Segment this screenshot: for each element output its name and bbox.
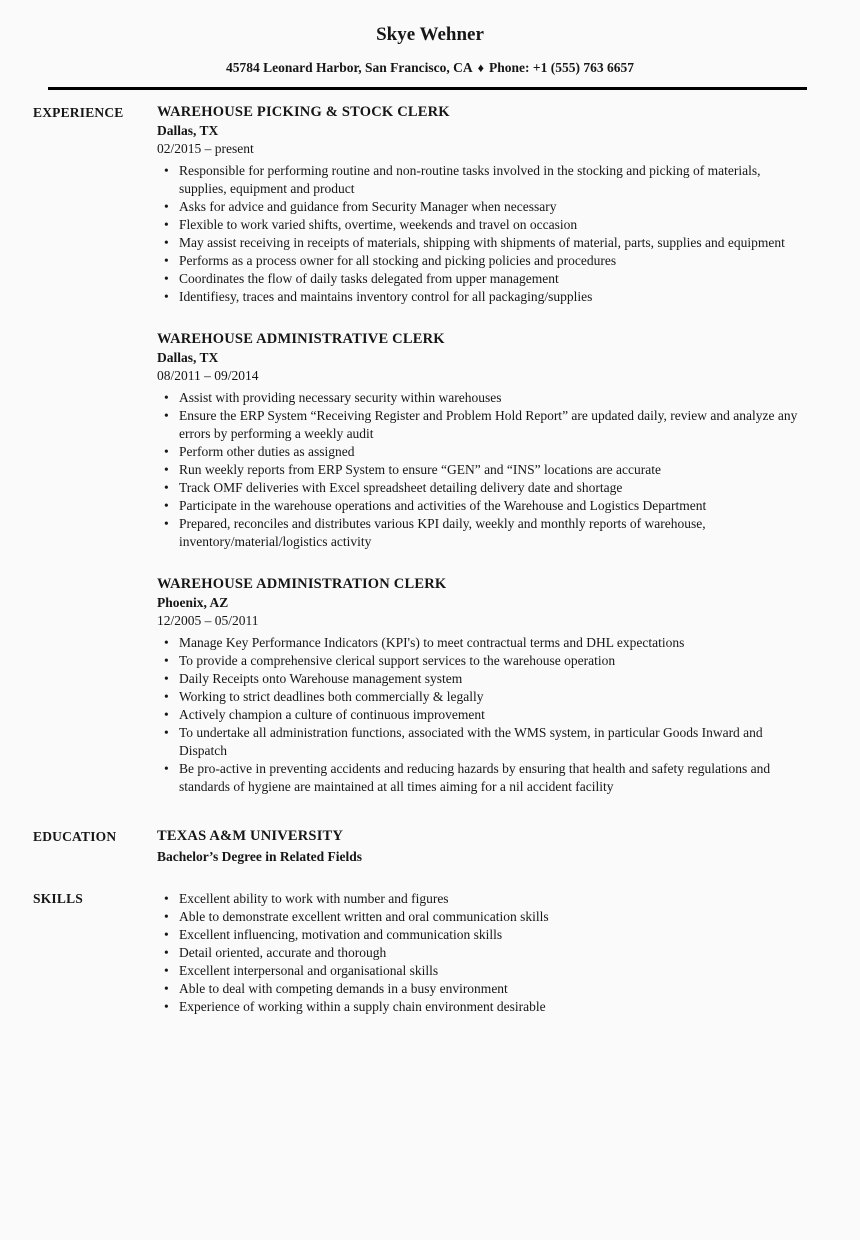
contact-line — [0, 59, 860, 77]
skills-section — [33, 890, 860, 1016]
job-bullet: • To provide a comprehensive clerical support services to the warehouse operation — [157, 652, 807, 670]
job-bullet: • Responsible for performing routine and non-routine tasks involved in the stocking and picking of materials, supplies, equipment and product — [157, 162, 807, 198]
job-bullet: • Ensure the ERP System “Receiving Register and Problem Hold Report” are updated daily, review and analyze any errors by performing a weekly audit — [157, 407, 807, 443]
job-bullet: • Actively champion a culture of continuous improvement — [157, 706, 807, 724]
experience-content — [157, 102, 807, 796]
section-label-skills: SKILLS — [33, 891, 83, 906]
skills-bullet-list — [157, 890, 807, 1016]
skill-bullet: • Able to deal with competing demands in a busy environment — [157, 980, 807, 998]
resume-header — [0, 0, 860, 90]
job-bullet: • Be pro-active in preventing accidents and reducing hazards by ensuring that health and safety regulations and standards of hygiene are maintained at all times aiming for a nil accident facility — [157, 760, 807, 796]
school-name: TEXAS A&M UNIVERSITY — [157, 828, 344, 844]
job-entry-2 — [157, 329, 807, 551]
job-location: Dallas, TX — [157, 350, 219, 365]
job-entry-3 — [157, 574, 807, 796]
job-bullet: • Track OMF deliveries with Excel spreadsheet detailing delivery date and shortage — [157, 479, 807, 497]
candidate-name: Skye Wehner — [376, 24, 484, 45]
education-content — [157, 826, 807, 866]
section-label-education: EDUCATION — [33, 829, 117, 844]
job-bullet: • Performs as a process owner for all stocking and picking policies and procedures — [157, 252, 807, 270]
job-bullet: • Identifiesy, traces and maintains inventory control for all packaging/supplies — [157, 288, 807, 306]
job-bullet: • Coordinates the flow of daily tasks delegated from upper management — [157, 270, 807, 288]
job-bullet: • Manage Key Performance Indicators (KPI's) to meet contractual terms and DHL expectations — [157, 634, 807, 652]
job-title: WAREHOUSE ADMINISTRATION CLERK — [157, 576, 447, 592]
resume-body — [0, 90, 860, 1016]
job-title: WAREHOUSE PICKING & STOCK CLERK — [157, 104, 450, 120]
job-bullet: • May assist receiving in receipts of materials, shipping with shipments of material, parts, supplies and equipment — [157, 234, 807, 252]
degree-name: Bachelor’s Degree in Related Fields — [157, 849, 362, 864]
skill-bullet: • Detail oriented, accurate and thorough — [157, 944, 807, 962]
job-dates: 02/2015 – present — [157, 141, 254, 156]
job-bullet: • Flexible to work varied shifts, overtime, weekends and travel on occasion — [157, 216, 807, 234]
job-bullet: • Participate in the warehouse operations and activities of the Warehouse and Logistics Department — [157, 497, 807, 515]
job-bullet-list — [157, 162, 807, 306]
skills-content — [157, 890, 807, 1016]
job-title: WAREHOUSE ADMINISTRATIVE CLERK — [157, 331, 445, 347]
diamond-icon: ♦ — [477, 61, 485, 75]
job-bullet: • Asks for advice and guidance from Security Manager when necessary — [157, 198, 807, 216]
job-bullet: • Working to strict deadlines both commercially & legally — [157, 688, 807, 706]
section-label-experience: EXPERIENCE — [33, 105, 124, 120]
skill-bullet: • Excellent interpersonal and organisational skills — [157, 962, 807, 980]
job-bullet: • Perform other duties as assigned — [157, 443, 807, 461]
job-bullet: • Run weekly reports from ERP System to ensure “GEN” and “INS” locations are accurate — [157, 461, 807, 479]
skill-bullet: • Excellent ability to work with number and figures — [157, 890, 807, 908]
job-bullet: • Daily Receipts onto Warehouse management system — [157, 670, 807, 688]
job-location: Dallas, TX — [157, 123, 219, 138]
job-bullet: • Assist with providing necessary security within warehouses — [157, 389, 807, 407]
skill-bullet: • Experience of working within a supply chain environment desirable — [157, 998, 807, 1016]
job-location: Phoenix, AZ — [157, 595, 229, 610]
skill-bullet: • Able to demonstrate excellent written and oral communication skills — [157, 908, 807, 926]
address-text: 45784 Leonard Harbor, San Francisco, CA — [226, 60, 473, 75]
job-bullet-list — [157, 389, 807, 551]
experience-section — [33, 102, 860, 796]
skill-bullet: • Excellent influencing, motivation and communication skills — [157, 926, 807, 944]
job-dates: 12/2005 – 05/2011 — [157, 613, 259, 628]
phone-text: Phone: +1 (555) 763 6657 — [489, 60, 634, 75]
job-entry-1 — [157, 102, 807, 306]
job-dates: 08/2011 – 09/2014 — [157, 368, 259, 383]
education-section — [33, 826, 860, 866]
job-bullet-list — [157, 634, 807, 796]
job-bullet: • To undertake all administration functions, associated with the WMS system, in particular Goods Inward and Dispatch — [157, 724, 807, 760]
job-bullet: • Prepared, reconciles and distributes various KPI daily, weekly and monthly reports of warehouse, inventory/material/logistics activity — [157, 515, 807, 551]
